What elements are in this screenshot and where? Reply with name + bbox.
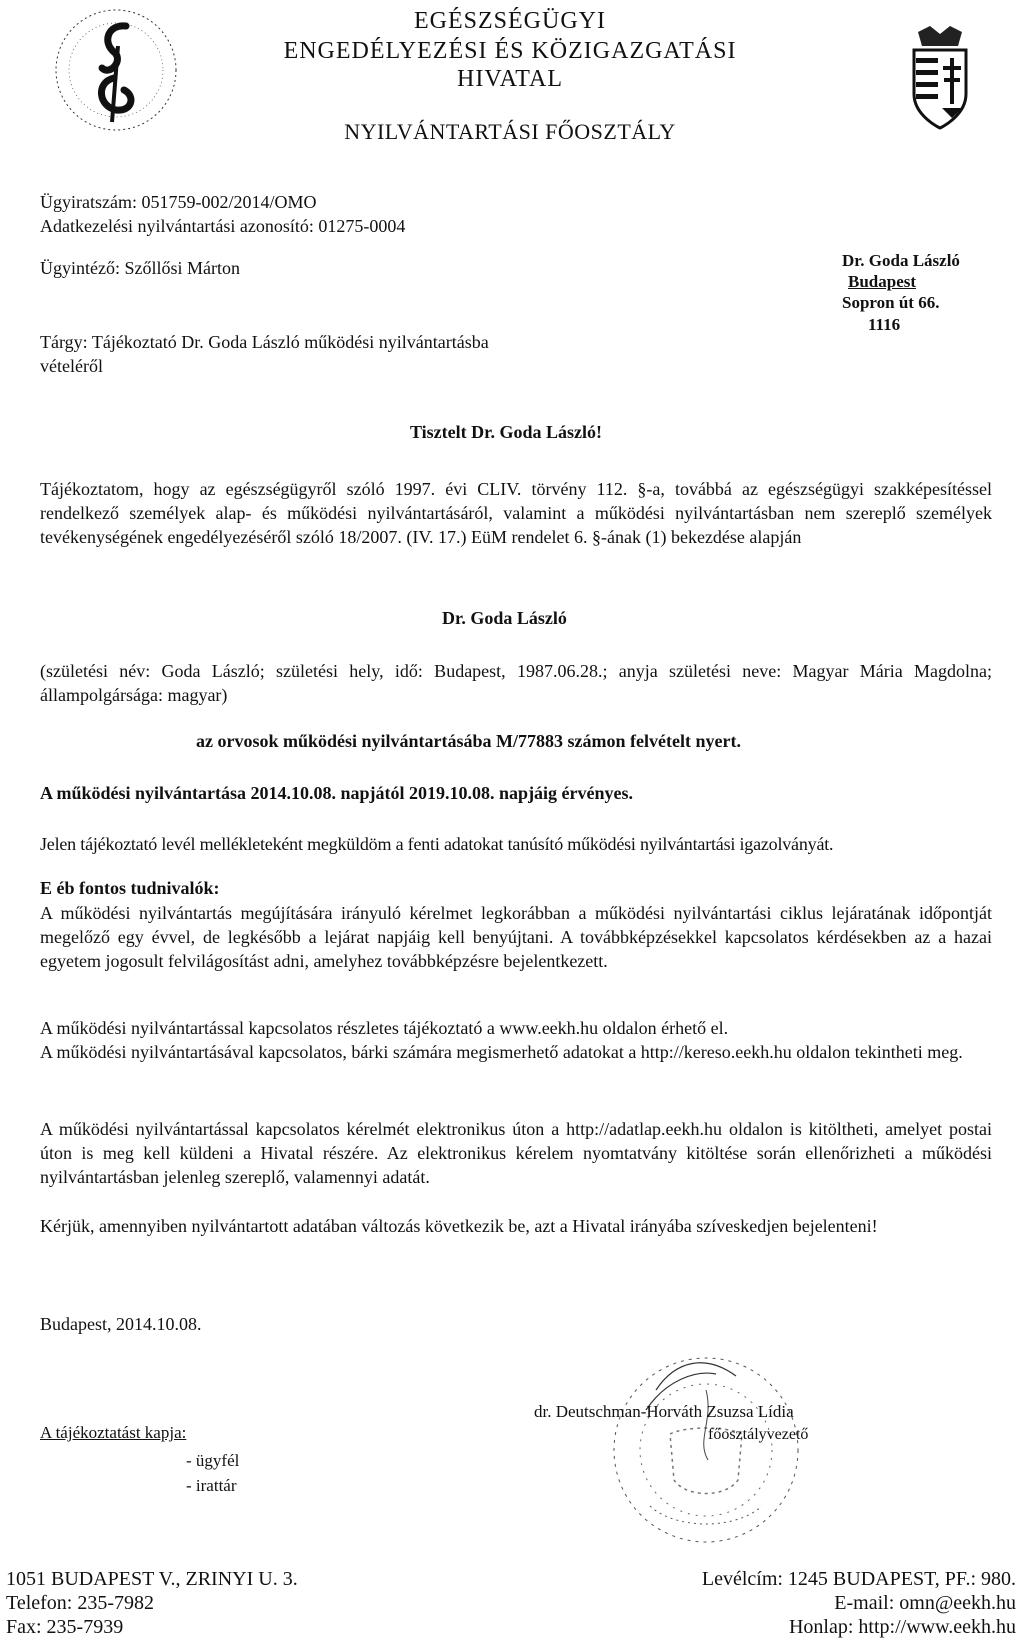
other-info-title: E éb fontos tudnivalók: (40, 878, 220, 898)
signatory-name: dr. Deutschman-Horváth Zsuzsa Lídia (534, 1402, 794, 1421)
change-request: Kérjük, amennyiben nyilvántartott adatában változás következik be, azt a Hivatal irányába szíveskedjen bejelenteni! (40, 1216, 878, 1236)
agency-name-line3: HIVATAL (457, 66, 563, 92)
recipient-zip: 1116 (868, 315, 901, 334)
subject-line-2: vételéről (40, 356, 103, 376)
coat-of-arms (908, 24, 972, 134)
agency-logo-icon (52, 6, 180, 134)
info-web-line: A működési nyilvántartással kapcsolatos részletes tájékoztató a www.eekh.hu oldalon érhető el. (40, 1018, 729, 1038)
agency-name-line2: ENGEDÉLYEZÉSI ÉS KÖZIGAZGATÁSI (283, 38, 737, 64)
signatory-title: főosztályvezető (708, 1426, 809, 1443)
case-number: Ügyiratszám: 051759-002/2014/OMO (40, 192, 317, 212)
footer-phone: Telefon: 235-7982 (6, 1592, 155, 1614)
footer-website: Honlap: http://www.eekh.hu (788, 1616, 1016, 1638)
person-details: (születési név: Goda László; születési hely, idő: Budapest, 1987.06.28.; anyja születési neve: Magyar Mária Magdolna; állampolgársága: magyar) (40, 661, 992, 705)
subject-line-1: Tárgy: Tájékoztató Dr. Goda László működési nyilvántartásba (40, 332, 489, 352)
data-handling-id: Adatkezelési nyilvántartási azonosító: 01275-0004 (40, 216, 406, 236)
agency-name-line1: EGÉSZSÉGÜGYI (414, 8, 606, 34)
place-date: Budapest, 2014.10.08. (40, 1314, 202, 1334)
footer-address: 1051 BUDAPEST V., ZRINYI U. 3. (6, 1568, 298, 1590)
recipient-street: Sopron út 66. (842, 293, 940, 312)
salutation: Tisztelt Dr. Goda László! (410, 422, 602, 442)
public-data-line: A működési nyilvántartásával kapcsolatos, bárki számára megismerhető adatokat a http://kereso.eekh.hu oldalon tekintheti meg. (40, 1042, 963, 1062)
footer-fax: Fax: 235-7939 (6, 1616, 124, 1638)
distribution-archive: - irattár (186, 1476, 237, 1495)
recipient-name: Dr. Goda László (842, 251, 960, 270)
registration-statement: az orvosok működési nyilvántartásába M/77883 számon felvételt nyert. (196, 731, 741, 751)
distribution-client: - ügyfél (186, 1451, 240, 1470)
official-stamp (586, 1330, 826, 1570)
clerk-name: Ügyintéző: Szőllősi Márton (40, 258, 240, 278)
recipient-city: Budapest (848, 272, 917, 291)
intro-paragraph: Tájékoztatom, hogy az egészségügyről szóló 1997. évi CLIV. törvény 112. §-a, továbbá az egészségügyi szakképesítéssel rendelkező személyek alap- és működési nyilvántartásáról, valamint a működési nyilvántartásban nem szereplő személyek tevékenységének engedélyezéséről szóló 18/2007. (IV. 17.) EüM rendelet 6. §-ának (1) bekezdése alapján (40, 479, 992, 547)
attachment-note: Jelen tájékoztató levél mellékleteként megküldöm a fenti adatokat tanúsító működési nyilvántartási igazolványát. (40, 834, 834, 854)
footer-mail-address: Levélcím: 1245 BUDAPEST, PF.: 980. (701, 1568, 1016, 1590)
other-info-text: A működési nyilvántartás megújítására irányuló kérelmet legkorábban a működési nyilvántartási ciklus lejáratának időpontját megelőző egy évvel, de legkésőbb a lejárat napjáig kell benyújtani. A továbbképzésekkel kapcsolatos kérdésekben az a hazai egyetem jogosult felvilágosítást adni, amelyhez továbbképzésre bejelentkezett. (40, 903, 992, 971)
distribution-title: A tájékoztatást kapja: (40, 1423, 187, 1442)
footer-email: E-mail: omn@eekh.hu (834, 1592, 1016, 1614)
agency-logo (52, 6, 180, 134)
department-name: NYILVÁNTARTÁSI FŐOSZTÁLY (344, 119, 676, 144)
official-stamp-icon (586, 1330, 826, 1570)
validity-statement: A működési nyilvántartása 2014.10.08. napjától 2019.10.08. napjáig érvényes. (40, 783, 634, 803)
person-name: Dr. Goda László (442, 608, 567, 628)
electronic-submission: A működési nyilvántartással kapcsolatos kérelmét elektronikus úton a http://adatlap.eekh.hu oldalon is kitöltheti, amelyet postai úton is meg kell küldeni a Hivatal részére. Az elektronikus kérelem nyomtatvány kitöltése során ellenőrizheti a működési nyilvántartásban jelenleg szereplő, valamennyi adatát. (40, 1119, 992, 1187)
coat-of-arms-icon (908, 24, 972, 134)
